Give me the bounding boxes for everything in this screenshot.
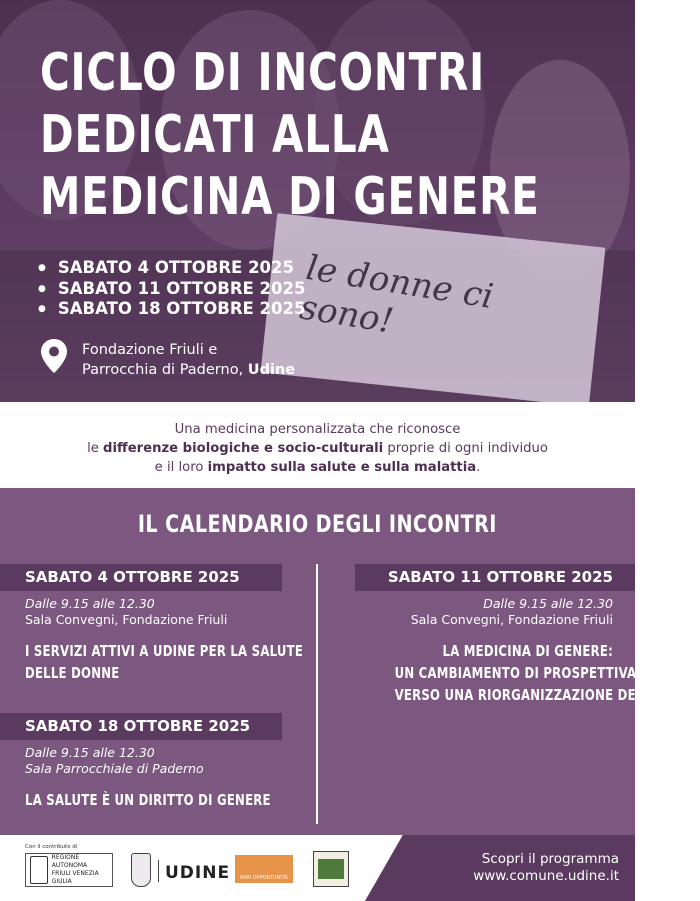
venue [82,340,295,380]
event-meta [25,745,204,777]
logo-separator [158,860,159,882]
intro-highlight: impatto sulla salute e sulla malattia [207,460,477,475]
event-topic-line: LA MEDICINA DI GENERE: [442,642,613,660]
footer-cta-text: Scopri il programma [481,851,619,867]
logo-udine [158,860,230,883]
intro-section [0,402,635,488]
event-topic [25,640,304,684]
event-date-banner: SABATO 4 OTTOBRE 2025 [0,564,282,591]
intro-text-part: e il loro [154,460,204,475]
event-place: Sala Convegni, Fondazione Friuli [410,612,613,627]
dates-list [38,258,305,320]
intro-highlight: differenze biologiche e socio-culturali [103,441,384,456]
logo-regione-text [52,854,112,886]
intro-text-part: le [87,441,99,456]
footer-url-link[interactable]: www.comune.udine.it [473,868,619,884]
udine-crest-icon [131,853,151,887]
calendar-section [0,488,700,835]
calendar-title-text: IL CALENDARIO DEGLI INCONTRI [138,510,497,538]
event-topic [25,789,295,811]
logo-text-line: REGIONE AUTONOMA [51,854,88,869]
date-item: ● SABATO 11 OTTOBRE 2025 [38,279,305,300]
venue-city: Udine [247,362,296,378]
event-topic-line: UN CAMBIAMENTO DI PROSPETTIVA [394,664,637,682]
calendar-divider [316,564,318,824]
regione-emblem-icon [30,856,48,884]
logo-partner-mark [318,859,344,879]
event-topic-line: LA SALUTE È UN DIRITTO DI GENERE [25,791,271,809]
event-topic-line: I SERVIZI ATTIVI A UDINE PER LA SALUTE [25,642,304,660]
logo-regione-fvg [25,853,113,887]
venue-line: Fondazione Friuli e [82,342,218,358]
hero-title-line: DEDICATI ALLA [40,105,390,165]
logo-udine-text: UDINE [165,863,231,883]
intro-text [0,420,635,477]
intro-text-part: . [476,460,481,475]
intro-line: Una medicina personalizzata che riconosce [174,422,461,437]
hero-section [0,0,635,402]
footer [0,835,635,901]
event-time: Dalle 9.15 alle 12.30 [483,596,613,611]
event-time: Dalle 9.15 alle 12.30 [25,596,155,611]
hero-title-line: CICLO DI INCONTRI [40,43,485,103]
date-item: ● SABATO 18 OTTOBRE 2025 [38,299,305,320]
venue-line-text: Parrocchia di Paderno, [82,362,244,378]
hero-title [40,42,540,228]
event-place: Sala Convegni, Fondazione Friuli [25,612,228,627]
calendar-title [0,510,635,538]
event-place: Sala Parrocchiale di Paderno [25,761,204,776]
event-topic [333,640,700,706]
hero-title-line: MEDICINA DI GENERE [40,167,540,227]
intro-text-part: proprie di ogni individuo [387,441,548,456]
logo-pari-opportunita: PARI OPPORTUNITÀ [235,855,293,883]
date-item: ● SABATO 4 OTTOBRE 2025 [38,258,305,279]
event-date-banner: SABATO 18 OTTOBRE 2025 [0,713,282,740]
event-topic-line: DELLE DONNE [25,664,120,682]
logo-text-line: FRIULI VENEZIA GIULIA [51,870,99,885]
event-time: Dalle 9.15 alle 12.30 [25,745,155,760]
logo-partner [313,851,349,887]
protest-sign-text: le donne ci sono! [297,247,496,342]
venue-line [82,360,295,380]
event-meta [411,596,613,628]
logos-label: Con il contributo di [25,844,78,850]
footer-cta [473,851,619,885]
event-meta [25,596,227,628]
location-pin-icon [40,338,68,374]
event-topic-line: VERSO UNA RIORGANIZZAZIONE DEL SAPERE [394,686,700,704]
event-date-banner: SABATO 11 OTTOBRE 2025 [355,564,635,591]
